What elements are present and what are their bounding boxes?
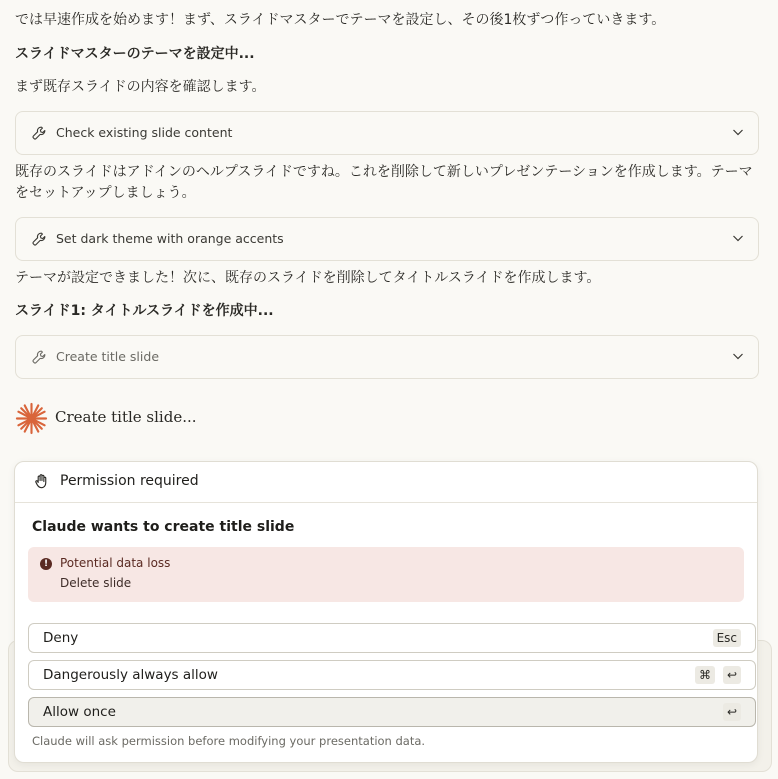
allow-once-label: Allow once (43, 704, 116, 720)
alert-icon: ! (40, 558, 52, 570)
tool-call-set-theme[interactable] (15, 217, 759, 261)
permission-question: Claude wants to create title slide (32, 519, 295, 535)
permission-header (15, 462, 757, 503)
tool-call-create-title[interactable] (15, 335, 759, 379)
tool-call-check-existing[interactable] (15, 111, 759, 155)
working-status: Create title slide... (55, 408, 197, 426)
esc-shortcut: Esc (713, 629, 741, 647)
data-loss-warning (28, 547, 744, 602)
chevron-down-icon (732, 350, 744, 362)
tool-label: Create title slide (56, 349, 160, 364)
always-allow-label: Dangerously always allow (43, 667, 218, 683)
allow-once-button[interactable] (28, 697, 756, 727)
deny-label: Deny (43, 630, 79, 646)
warning-title: Potential data loss (60, 556, 171, 570)
hand-icon (33, 473, 50, 490)
return-key-icon: ↩ (723, 703, 741, 721)
claude-spark-icon (15, 402, 48, 435)
chevron-down-icon (732, 232, 744, 244)
message-intro: では早速作成を始めます！まず、スライドマスターでテーマを設定し、その後1枚ずつ作っていきます。 (15, 12, 666, 28)
command-key-icon: ⌘ (695, 666, 715, 684)
message-existing-help: 既存のスライドはアドインのヘルプスライドですね。これを削除して新しいプレゼンテーションを作成します。テーマをセットアップしましょう。 (15, 164, 753, 201)
always-allow-button[interactable] (28, 660, 756, 690)
tool-label: Set dark theme with orange accents (56, 231, 284, 246)
deny-button[interactable] (28, 623, 756, 653)
wrench-icon (31, 231, 47, 247)
tool-label: Check existing slide content (56, 125, 233, 140)
permission-note: Claude will ask permission before modifying your presentation data. (32, 734, 426, 748)
chevron-down-icon (732, 126, 744, 138)
return-key-icon: ↩ (723, 666, 741, 684)
message-slide1-heading: スライド1: タイトルスライドを作成中... (15, 303, 274, 319)
permission-dialog (14, 461, 758, 763)
wrench-icon (31, 125, 47, 141)
wrench-icon (31, 349, 47, 365)
message-theme-done: テーマが設定できました！次に、既存のスライドを削除してタイトルスライドを作成します。 (15, 270, 601, 286)
permission-title: Permission required (60, 473, 199, 489)
warning-detail: Delete slide (60, 576, 132, 590)
message-check-existing: まず既存スライドの内容を確認します。 (15, 79, 266, 95)
message-master-heading: スライドマスターのテーマを設定中... (15, 46, 255, 62)
